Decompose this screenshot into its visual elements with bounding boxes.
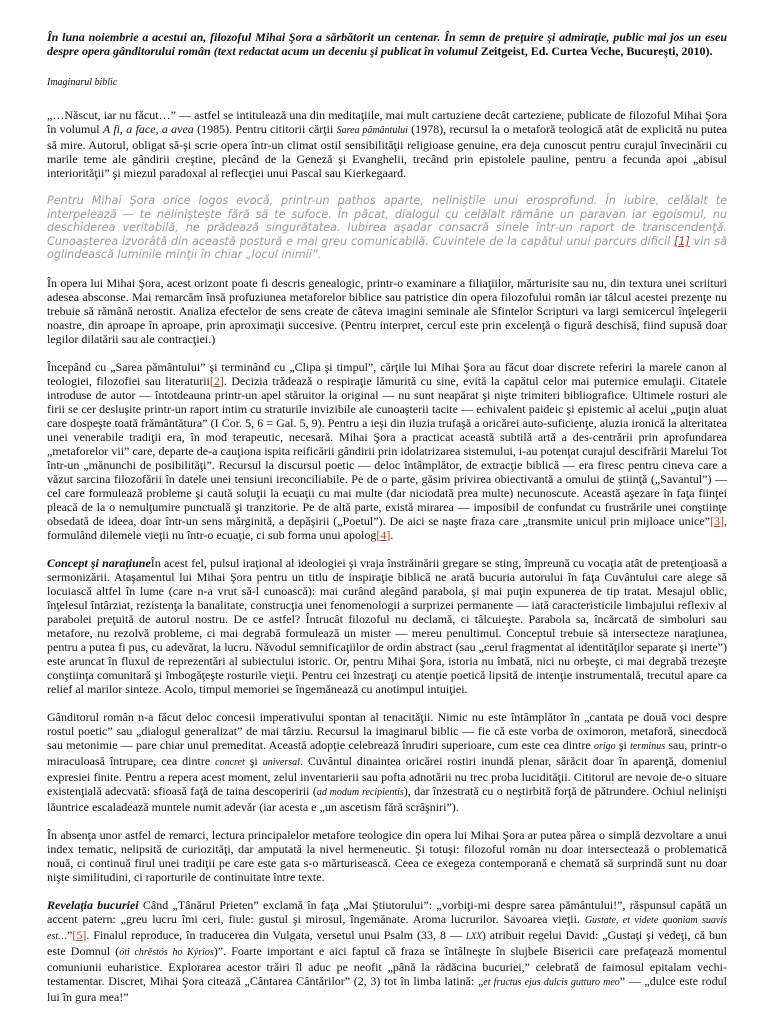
p5-text-c: sau, printr-o miraculoasă întrupare, cea dintre bbox=[47, 737, 727, 768]
p3-text-b: . Decizia trădează o respiraţie lămurită cu sine, evită la capătul celor mai puternice emulaţii. Citatele introduse de autor — întotdeauna printr-un apel stăruitor la original — nu sunt neapărat şi nişte trimiteri bibliografice. Ultimele rosturi ale firii se cer desluşite printr-un raport intim cu straturile invizibile ale cunoaşterii tacite — echivalent paideic şi epistemic al acelui „puţin aluat care dospeşte toată frământătura” (I Cor. 5, 6 = Gal. 5, 9). Pentru a ieşi din iluzia trufaşă a oricărei auto-suficienţe, aluzia ironică la alteritatea unei venerabile tradiţii era, în mod terapeutic, necesară. Mihai Şora a practicat această subtilă artă a des-centrării prin aprofundarea „metaforelor vii” care, departe de-a cauţiona ispita reificării gândirii prin idolatrizarea sistemului, i-au potenţat curajul descifrării Marelui Tot într-un „mănunchi de posibilităţi”. Recursul la discursul poetic — deloc întâmplător, de extracţie biblică — era firesc pentru cineva care a văzut sarcina filozofării în datele unei tensiuni ireconciliabile. Pe de o parte, găsim privirea obiectivantă a omului de ştiinţă („Savantul”) — cel care formulează probleme şi caută soluţii la ecuaţii cu mai multe (dar niciodată prea multe) necunoscute. Această aşezare în faţa fiinţei pleacă de la o nemulţumire punctuală şi tranzitorie. Pe de altă parte, există mirarea — imposibil de confundat cu frustrările unei conştiinţe obsedată de ideea, doar într-un sens mărginită, a depăşirii („Poetul”). De aici se naşte fraza care „transmite unicul prin mijloace unice” bbox=[47, 373, 727, 528]
p3-text-c: , formulând dilemele vieţii nu într-o ecuaţie, ci sub forma unui apolog bbox=[47, 513, 727, 542]
paragraph-7 bbox=[47, 898, 727, 1004]
footnote-link-5[interactable]: [5] bbox=[72, 927, 87, 942]
paragraph-4 bbox=[47, 556, 727, 696]
term-ad-modum: ad modum recipientis bbox=[316, 786, 404, 798]
subheading-concept: Concept şi naraţiune bbox=[47, 555, 151, 570]
intro-edition: Zeitgeist, Ed. Curtea Veche, Bucureşti, 2010). bbox=[477, 44, 713, 58]
p7-text-a: Când „Tânărul Prieten” exclamă în faţa „Mai Ştiutorului”: „vorbiţi-mi despre sarea pământului!”, răspunsul capătă un accent patern: „greu lucru îmi ceri, fiule: gustul şi mirosul, îngemănate. Aroma lucrurilor. Savoarea vieţii. bbox=[47, 897, 727, 926]
term-origo: origo bbox=[593, 740, 616, 752]
p7-text-c: . Finalul reproduce, în traducerea din Vulgata, versetul unui Psalm (33, 8 — bbox=[86, 927, 466, 942]
p7-text-b: ” bbox=[67, 927, 73, 942]
book-title-sarea: Sarea pământului bbox=[336, 125, 408, 136]
term-universal: universal bbox=[262, 756, 300, 768]
latin-quote-gustate: Gustate, et videte quoniam suavis est… bbox=[47, 914, 727, 942]
book-title-a-fi: A fi, a face, a avea bbox=[102, 122, 194, 136]
p5-text-d: şi bbox=[244, 753, 263, 768]
p7-text-f: ” — „dulce este rodul lui în gura mea!” bbox=[47, 973, 728, 1004]
p3-text-d: . bbox=[390, 527, 394, 542]
p3-text-a: Începând cu „Sarea pământului” şi terminând cu „Clipa şi timpul”, cărţile lui Mihai Şora au făcut doar discrete referiri la marele canon al teologiei, filozofiei sau literaturii bbox=[47, 359, 727, 388]
pull-quote bbox=[47, 194, 727, 262]
quote-text: Pentru Mihai Şora orice logos evocă, printr-un pathos aparte, neliniştile unui erosprofund. În iubire, celălalt te interpelează — te nelinişteşte fără să te sufoce. În păcat, dialogul cu celălalt rămâne un paravan iar egoismul, nu deschiderea veritabilă, ne prădează singurătatea. Iubirea aşadar consacră sinele într-un raport de transcendenţă. Cunoaşterea izvorâtă din această postură e mai greu comunicabilă. Cuvintele de la capătul unui parcurs dificil bbox=[47, 194, 727, 248]
paragraph-2: În opera lui Mihai Şora, acest orizont poate fi descris genealogic, printr-o examinare a filiaţiilor, mărturisite sau nu, din textura unei scriituri adesea absconse. Mai remarcăm însă profuziunea metaforelor biblice sau patristice din opera filozofului român iar tâlcul acestei prezenţe nu trebuie să rămână nerostit. Analiza efectelor de sens create de câteva imagini seminale ale Sfintelor Scripturi va largi semicercul înţelegerii noastre, din aproape în aproape, prin aproximaţii succesive. (Pentru interpret, cercul este prin excelenţă o figură deschisă, fiind supusă doar legilor dilatării sau ale contracţiei.) bbox=[47, 275, 727, 346]
article bbox=[47, 30, 727, 1018]
p7-text-d: ) atribuit regelui David: „Gustaţi şi vedeţi, că bun este Domnul ( bbox=[47, 927, 727, 958]
term-terminus: terminus bbox=[630, 740, 666, 752]
section-label: Imaginarul biblic bbox=[47, 77, 118, 88]
footnote-link-4[interactable]: [4] bbox=[376, 527, 391, 542]
intro-paragraph bbox=[47, 30, 727, 58]
p5-text-e: . Cuvântul dinaintea oricărei rostiri inundă plenar, sărăcit doar în aparenţă, domeniul expresiei finite. Pentru a repera acest moment, zelul inventarierii sau pofta adnotării nu trec proba lucidităţii. Cititorul are nevoie de-o situare existenţială adecvată: sfioasă faţă de taina descoperirii ( bbox=[47, 753, 727, 798]
footnote-link-3[interactable]: [3] bbox=[710, 513, 724, 528]
p7-text-e: )”. Foarte important e aici faptul că fraza se întâlneşte în slujbele Bisericii care prefaţează momentul comuniunii euharistice. Explorarea acestor trăiri îl aduc pe neofit „până la rădăcina bucuriei,” celebrată de faimosul epitalam vechi-testamentar. Discret, Mihai Şora citează „Cântarea Cântărilor” (2, 3) tot în limba latină: „ bbox=[47, 943, 727, 988]
greek-phrase: óti chrēstós ho Kýrios bbox=[119, 946, 214, 958]
p1-text-a: „…Născut, iar nu făcut…” — astfel se intitulează una din meditaţiile, mai mult cartuziene decât carteziene, publicate de filozoful Mihai Şora în volumul bbox=[47, 108, 727, 136]
subheading-revelatia: Revelaţia bucuriei bbox=[47, 897, 139, 912]
quote-tail: vin să oglindească luminile minţii în chiar „locul inimii”. bbox=[47, 234, 727, 261]
term-concret: concret bbox=[215, 756, 245, 768]
p1-text-b: (1985). Pentru cititorii cărţii bbox=[193, 122, 337, 136]
p4-text: În acest fel, pulsul iraţional al ideologiei şi vraja înstrăinării gregare se sting, împreună cu vocaţia atât de pretenţioasă a sermonizării. Ataşamentul lui Mihai Şora pentru un titlu de inspiraţie biblică ne arată bucuria autorului în faţa Cuvântului care alege să locuiască altfel în lume (care n-a vrut să-l cunoască): mai curând alegând parabola, şi mai puţin expunerea de tip tratat. Mesajul oblic, înţelesul întârziat, rezistenţa la banalitate, construcţia unei fenomenologii a surprizei permanente — iată caracteristicile limbajului reflexiv al parabolei preţuită de autorul nostru. De ce astfel? Întrucât filozoful nu declamă, ci tâlcuieşte. Parabola sa, încărcată de simboluri sau metafore, nu rezolvă probleme, ci mai degrabă formulează un mister — mereu penultimul. Conceptul trebuie să intersecteze naraţiunea, pentru a putea fi pus, cu adevărat, la lucru. Năvodul semnificaţiilor de ordin abstract (sau „cerul fragmentat al identităţilor separate şi inerte”) este aruncat în fluxul de reprezentări al subiectului istoric. Or, pentru Mihai Şora, istoria nu îmbată, nici nu orbeşte, ci mai degrabă trezeşte conştiinţa comunitară şi îmbogăţeşte rosturile vieţii. Pentru cei înzestraţi cu atenţie poetică lipsită de intenţie instrumentală, trecutul apare ca relief al marilor sinteze. Acolo, timpul memoriei se îngemănează cu anotimpul intuiţiei. bbox=[47, 555, 727, 696]
p5-text-f: ), dar înzestrată cu o neştirbită forţă de pătrundere. Ochiul nelinişti lăuntrice escaladează muntele numit adevăr (iar acesta e „un ascetism fără scrâşniri”). bbox=[47, 783, 727, 814]
paragraph-1 bbox=[47, 108, 727, 180]
paragraph-3 bbox=[47, 360, 727, 542]
p1-text-c: (1978), recursul la o metaforă teologică atât de explicită nu putea să mire. Autorul, obligat să-şi scrie opera într-un climat ostil sensibilităţii religioase genuine, era deja cunoscut pentru curajul învecinării cu marile teme ale gândirii creştine, plecând de la Geneză şi Evanghelii, trecând prin epistolele pauline, pentru a fecunda apoi „abisul interiorităţii” şi miezul paradoxal al reflecţiei unui Pascal sau Kierkegaard. bbox=[47, 122, 727, 180]
footnote-link-1[interactable]: [1] bbox=[674, 234, 690, 248]
paragraph-5 bbox=[47, 710, 727, 814]
intro-text: În luna noiembrie a acestui an, filozoful Mihai Şora a sărbătorit un centenar. În semn de preţuire şi admiraţie, public mai jos un eseu despre opera gânditorului român (text redactat acum un deceniu şi publicat în volumul bbox=[47, 30, 727, 58]
paragraph-6: În absenţa unor astfel de remarci, lectura principalelor metafore teologice din opera lui Mihai Şora ar putea părea o simplă dezvoltare a unui index tematic, nelipsită de curiozităţi, dar amputată la nivel hermeneutic. Şi totuşi: filozoful român nu doar intersectează o problematică nouă, ci continuă firul unei tradiţii pe care este gata s-o mărturisească. Ceea ce exegeza contemporană e chemată să surprindă sunt nu doar nişte similitudini, ci raporturile de continuitate între texte. bbox=[47, 827, 727, 884]
lxx-abbrev: LXX bbox=[465, 930, 482, 941]
p5-text-b: şi bbox=[615, 737, 631, 752]
latin-quote-fructus: et fructus ejus dulcis gutturo meo bbox=[483, 976, 620, 988]
footnote-link-2[interactable]: [2] bbox=[209, 373, 224, 388]
p5-text-a: Gânditorul român n-a făcut deloc concesii imperativului spontan al tenacităţii. Nimic nu este întâmplător în „cantata pe două voci despre rostul poetic” sau „dialogul generalizat” de mai târziu. Recursul la imaginarul biblic — fie că este vorba de oximoron, metaforă, sinecdocă sau metonimie — pare chiar unul premeditat. Această adopţie celebrează înrudiri superioare, cum este cea dintre bbox=[47, 709, 727, 752]
